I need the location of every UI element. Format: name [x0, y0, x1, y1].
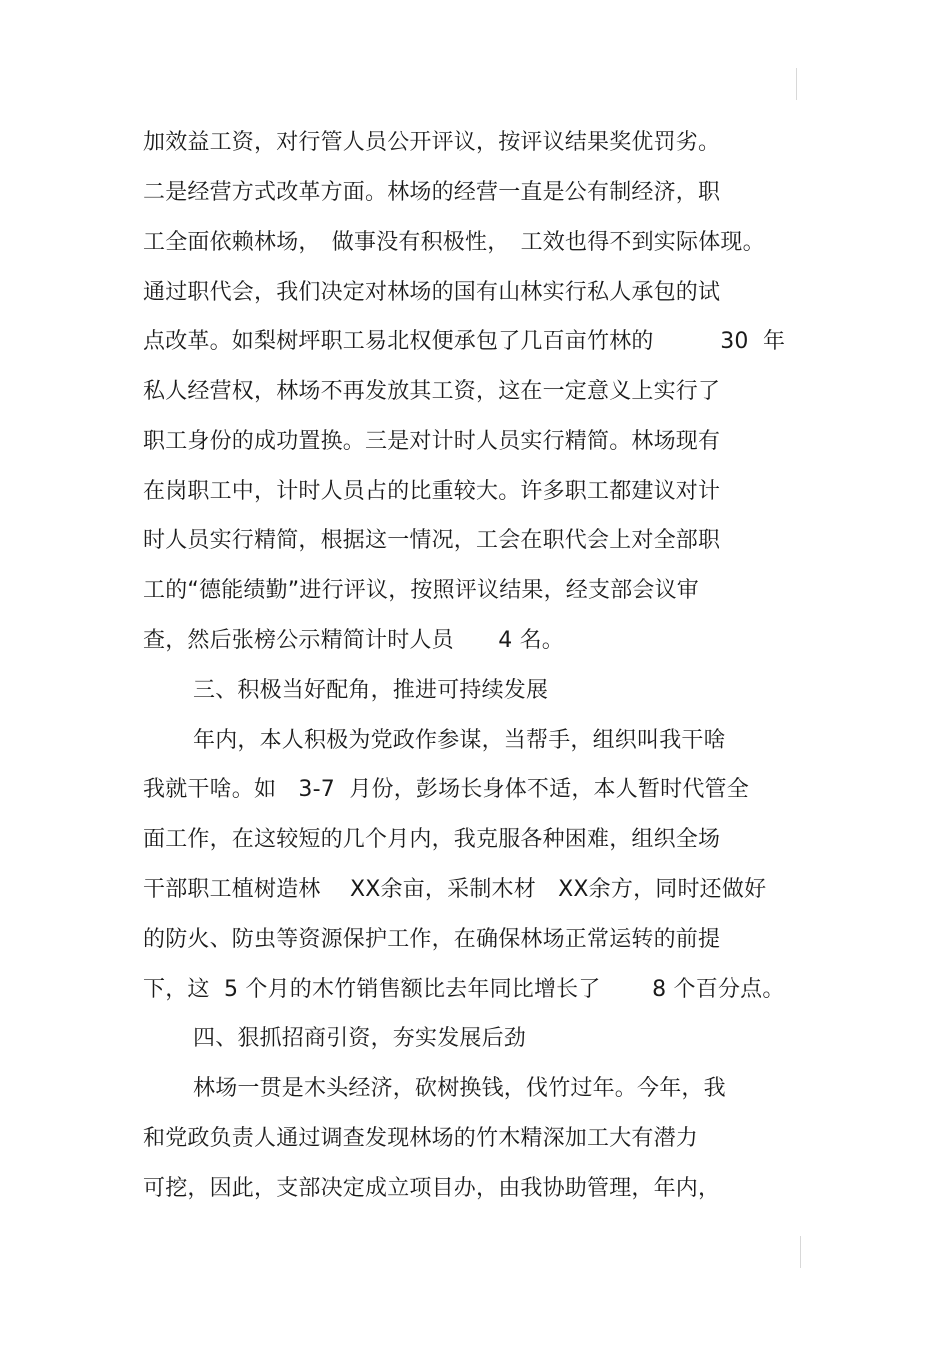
body-line: 加效益工资，对行管人员公开评议，按评议结果奖优罚劣。 [143, 130, 721, 155]
body-line: 下，这 5 个月的木竹销售额比去年同比增长了 8 个百分点。 [143, 977, 785, 1002]
body-line: 时人员实行精简，根据这一情况，工会在职代会上对全部职 [143, 528, 721, 553]
body-line: 二是经营方式改革方面。林场的经营一直是公有制经济，职 [143, 180, 721, 205]
body-line: 在岗职工中，计时人员占的比重较大。许多职工都建议对计 [143, 479, 721, 504]
paragraph-first-line: 林场一贯是木头经济，砍树换钱，伐竹过年。今年，我 [193, 1076, 726, 1101]
section-heading: 四、狠抓招商引资，夯实发展后劲 [193, 1026, 527, 1051]
body-line: 点改革。如梨树坪职工易北权便承包了几百亩竹林的 30 年 [143, 329, 786, 354]
body-line: 我就干啥。如 3-7 月份，彭场长身体不适，本人暂时代管全 [143, 777, 749, 802]
body-line: 工全面依赖林场， 做事没有积极性， 工效也得不到实际体现。 [143, 230, 765, 255]
body-line: 的防火、防虫等资源保护工作，在确保林场正常运转的前提 [143, 927, 721, 952]
paragraph-first-line: 年内，本人积极为党政作参谋，当帮手，组织叫我干啥 [193, 728, 726, 753]
body-line: 私人经营权，林场不再发放其工资，这在一定意义上实行了 [143, 379, 721, 404]
section-heading: 三、积极当好配角，推进可持续发展 [193, 678, 549, 703]
body-line: 职工身份的成功置换。三是对计时人员实行精简。林场现有 [143, 429, 721, 454]
body-line: 通过职代会，我们决定对林场的国有山林实行私人承包的试 [143, 280, 721, 305]
body-line: 面工作，在这较短的几个月内，我克服各种困难，组织全场 [143, 827, 721, 852]
page-corner-mark-bottom [800, 1236, 801, 1268]
body-line: 可挖，因此，支部决定成立项目办，由我协助管理，年内， [143, 1176, 721, 1201]
body-line: 查，然后张榜公示精简计时人员 4 名。 [143, 628, 564, 653]
page-corner-mark-top [796, 68, 797, 100]
body-line: 和党政负责人通过调查发现林场的竹木精深加工大有潜力 [143, 1126, 699, 1151]
body-line: 干部职工植树造林 XX余亩，采制木材 XX余方，同时还做好 [143, 877, 767, 902]
body-line: 工的“德能绩勤”进行评议，按照评议结果，经支部会议审 [143, 578, 699, 603]
